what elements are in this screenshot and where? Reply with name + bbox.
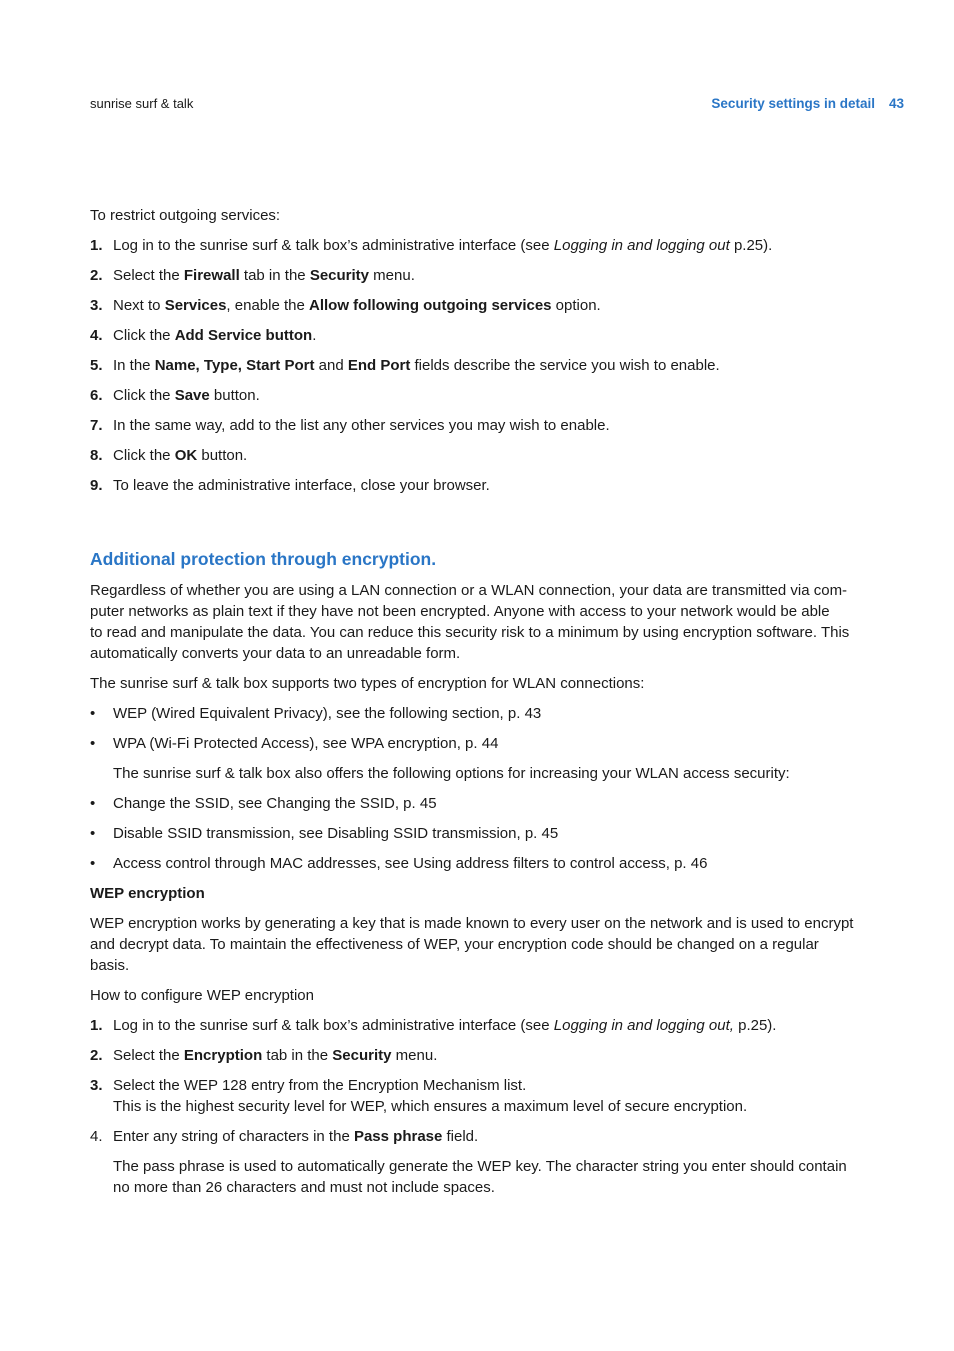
wep-step-1: 1. Log in to the sunrise surf & talk box’s administrative interface (see Logging in and logging out, p.25).: [90, 1017, 777, 1034]
restrict-step-2: 2. Select the Firewall tab in the Security menu.: [90, 267, 415, 284]
running-header-title: sunrise surf & talk: [90, 96, 194, 111]
encryption-paragraph: Regardless of whether you are using a LAN connection or a WLAN connection, your data are transmitted via com- puter networks as plain text if they have not been encrypted. Anyone with access to your network would be able to read and manipulate the data. You can reduce this security risk to a minimum by using encryption software. This automatically converts your data to an unreadable form.: [90, 582, 850, 662]
page-body: [90, 205, 880, 1207]
section-name: Security settings in detail: [711, 96, 875, 111]
encryption-section-title: Additional protection through encryption.: [90, 549, 437, 569]
running-header-section: [711, 96, 904, 111]
restrict-step-7: 7. In the same way, add to the list any other services you may wish to enable.: [90, 417, 610, 434]
bullet-icon: •: [90, 855, 96, 872]
list-item: • Disable SSID transmission, see Disabling SSID transmission, p. 45: [90, 825, 559, 842]
step-number: 3.: [90, 297, 103, 314]
step-number: 1.: [90, 237, 103, 254]
step-number: 5.: [90, 357, 103, 374]
wep-howto-intro: How to configure WEP encryption: [90, 987, 314, 1004]
step-number: 1.: [90, 1017, 103, 1034]
step-number: 8.: [90, 447, 103, 464]
cross-reference: Logging in and logging out,: [553, 1017, 734, 1034]
restrict-step-5: 5. In the Name, Type, Start Port and End Port fields describe the service you wish to enable.: [90, 357, 720, 374]
bullet-icon: •: [90, 795, 96, 812]
security-options-intro: The sunrise surf & talk box also offers the following options for increasing your WLAN access security:: [113, 765, 790, 782]
restrict-intro: To restrict outgoing services:: [90, 207, 281, 224]
step-number: 4.: [90, 327, 103, 344]
step-number: 3.: [90, 1077, 103, 1094]
step-number: 7.: [90, 417, 103, 434]
page-number: 43: [888, 96, 904, 111]
restrict-step-3: 3. Next to Services, enable the Allow following outgoing services option.: [90, 297, 601, 314]
restrict-step-8: 8. Click the OK button.: [90, 447, 248, 464]
restrict-step-4: 4. Click the Add Service button.: [90, 327, 317, 344]
wep-passphrase-note: The pass phrase is used to automatically generate the WEP key. The character string you enter should contain no more than 26 characters and must not include spaces.: [113, 1158, 847, 1196]
encryption-types-intro: The sunrise surf & talk box supports two types of encryption for WLAN connections:: [90, 675, 645, 692]
wep-section-title: WEP encryption: [90, 885, 205, 902]
bullet-icon: •: [90, 705, 96, 722]
list-item: • WEP (Wired Equivalent Privacy), see the following section, p. 43: [90, 705, 542, 722]
bullet-icon: •: [90, 735, 96, 752]
wep-step-4: 4. Enter any string of characters in the Pass phrase field.: [90, 1128, 479, 1145]
restrict-step-1: 1. Log in to the sunrise surf & talk box’s administrative interface (see Logging in and logging out p.25).: [90, 237, 773, 254]
step-number: 9.: [90, 477, 103, 494]
wep-step-2: 2. Select the Encryption tab in the Security menu.: [90, 1047, 438, 1064]
wep-paragraph: WEP encryption works by generating a key that is made known to every user on the network and is used to encrypt and decrypt data. To maintain the effectiveness of WEP, your encryption code should be changed on a regular basis.: [90, 915, 854, 974]
step-number: 2.: [90, 267, 103, 284]
cross-reference: Logging in and logging out: [553, 237, 730, 254]
bullet-icon: •: [90, 825, 96, 842]
wep-step-3: 3. Select the WEP 128 entry from the Encryption Mechanism list. This is the highest security level for WEP, which ensures a maximum level of secure encryption.: [90, 1077, 748, 1115]
restrict-step-9: 9. To leave the administrative interface, close your browser.: [90, 477, 490, 494]
restrict-step-6: 6. Click the Save button.: [90, 387, 260, 404]
list-item: • Access control through MAC addresses, see Using address filters to control access, p. 46: [90, 855, 708, 872]
list-item: • WPA (Wi-Fi Protected Access), see WPA encryption, p. 44: [90, 735, 499, 752]
step-number: 6.: [90, 387, 103, 404]
step-number: 2.: [90, 1047, 103, 1064]
step-number: 4.: [90, 1128, 103, 1145]
list-item: • Change the SSID, see Changing the SSID, p. 45: [90, 795, 437, 812]
